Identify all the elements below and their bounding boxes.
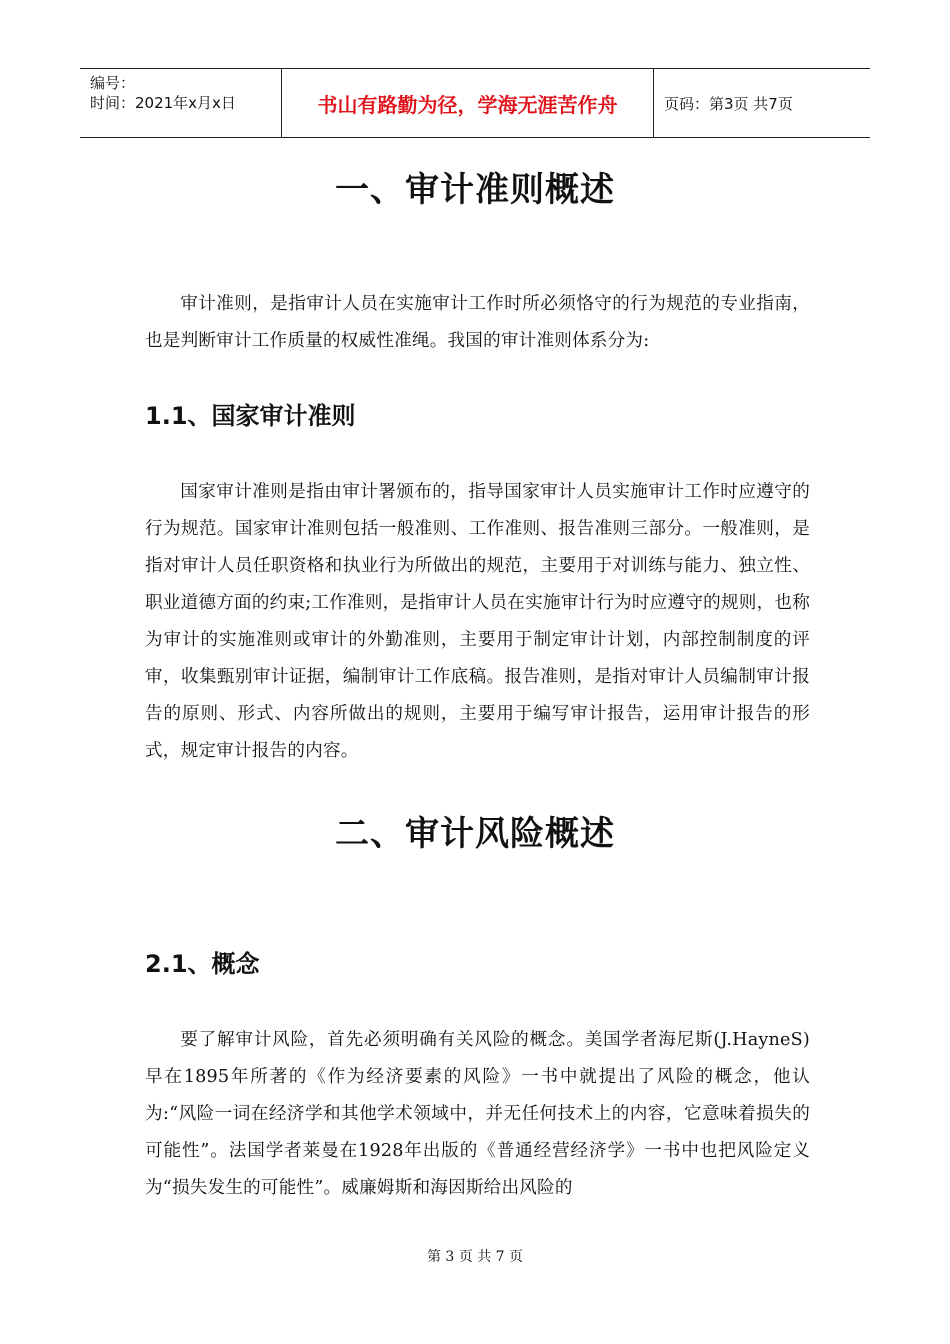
section-1-1-body: 国家审计准则是指由审计署颁布的，指导国家审计人员实施审计工作时应遵守的行为规范。国家审计准则包括一般准则、工作准则、报告准则三部分。一般准则，是指对审计人员任职资格和执业行为所做出的规范，主要用于对训练与能力、独立性、职业道德方面的约束;工作准则，是指审计人员在实施审计行为时应遵守的规则，也称为审计的实施准则或审计的外勤准则，主要用于制定审计计划，内部控制制度的评审，收集甄别审计证据，编制审计工作底稿。报告准则，是指对审计人员编制审计报告的原则、形式、内容所做出的规则，主要用于编写审计报告，运用审计报告的形式，规定审计报告的内容。 xyxy=(145,482,810,761)
section-1-1-title: 1.1、国家审计准则 xyxy=(145,402,356,430)
section-2-1-title: 2.1、概念 xyxy=(145,950,260,978)
header-motto: 书山有路勤为径，学海无涯苦作舟 xyxy=(282,69,654,137)
page-header xyxy=(80,68,870,138)
header-time-label: 时间：2021年x月x日 xyxy=(90,94,236,112)
header-page-label: 页码：第3页 共7页 xyxy=(664,94,793,113)
section-2-1-body: 要了解审计风险，首先必须明确有关风险的概念。美国学者海尼斯(J.HayneS)早在1895年所著的《作为经济要素的风险》一书中就提出了风险的概念，他认为:“风险一词在经济学和其他学术领域中，并无任何技术上的内容，它意味着损失的可能性”。法国学者莱曼在1928年出版的《普通经营经济学》一书中也把风险定义为“损失发生的可能性”。威廉姆斯和海因斯给出风险的 xyxy=(145,1030,810,1198)
section-2-title: 二、审计风险概述 xyxy=(335,814,615,854)
header-meta xyxy=(80,69,282,137)
header-number-label: 编号： xyxy=(90,74,136,92)
page-footer: 第 3 页 共 7 页 xyxy=(426,1249,524,1265)
section-1-intro: 审计准则，是指审计人员在实施审计工作时所必须恪守的行为规范的专业指南，也是判断审计工作质量的权威性准绳。我国的审计准则体系分为: xyxy=(145,294,810,351)
section-1-title: 一、审计准则概述 xyxy=(335,170,615,210)
